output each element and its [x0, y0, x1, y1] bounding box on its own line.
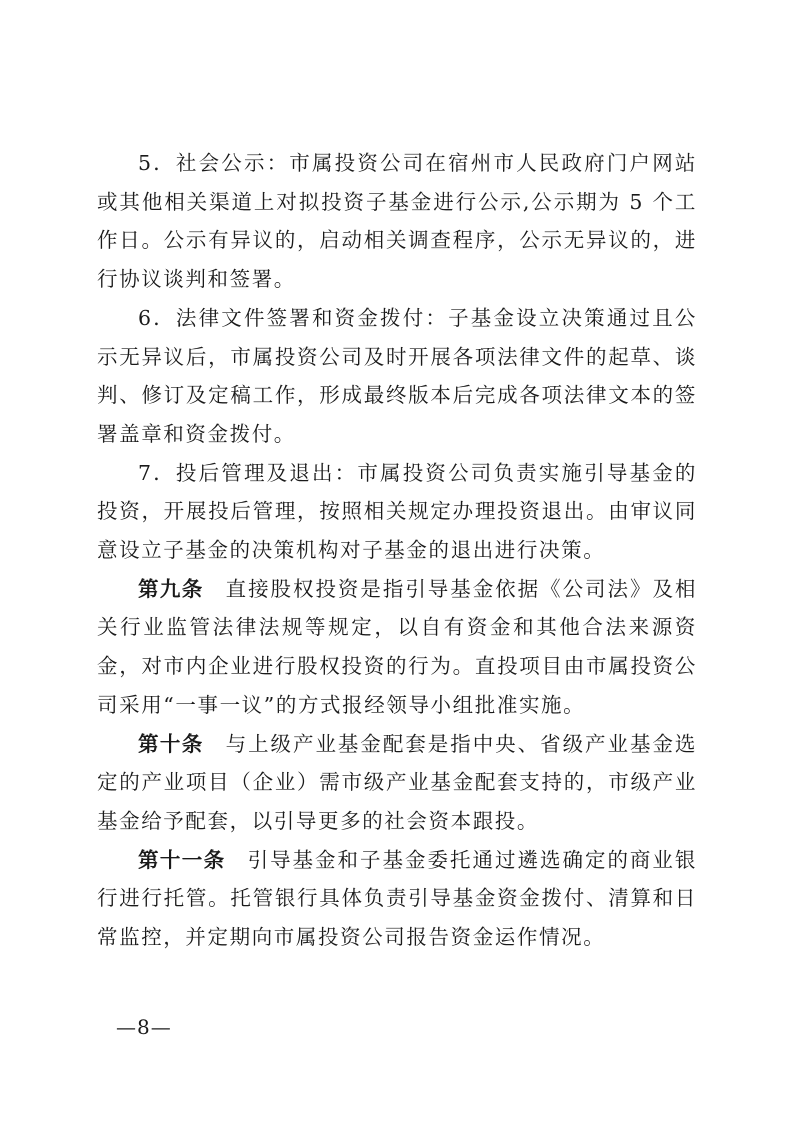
paragraph-legal-documents: [97, 299, 697, 454]
article-10-heading: 第十条: [138, 731, 204, 756]
article-11: [97, 841, 697, 957]
article-11-text: 引导基金和子基金委托通过遴选确定的商业银行进行托管。托管银行具体负责引导基金资金拨付、清算和日常监控，并定期向市属投资公司报告资金运作情况。: [97, 847, 698, 950]
article-10-text: 与上级产业基金配套是指中央、省级产业基金选定的产业项目（企业）需市级产业基金配套支持的，市级产业基金给予配套，以引导更多的社会资本跟投。: [97, 731, 698, 833]
page-number: —8—: [116, 1015, 172, 1039]
paragraph-text: 6．法律文件签署和资金拨付：子基金设立决策通过且公示无异议后，市属投资公司及时开展各项法律文件的起草、谈判、修订及定稿工作，形成最终版本后完成各项法律文本的签署盖章和资金拨付。: [97, 305, 697, 446]
article-10: [97, 725, 697, 841]
article-9-heading: 第九条: [138, 576, 204, 601]
article-9: [97, 570, 697, 725]
article-11-heading: 第十一条: [138, 847, 226, 872]
article-9-text: 直接股权投资是指引导基金依据《公司法》及相关行业监管法律法规等规定，以自有资金和其他合法来源资金，对市内企业进行股权投资的行为。直投项目由市属投资公司采用“一事一议”的方式报经领导小组批准实施。: [97, 576, 698, 717]
paragraph-post-investment: [97, 454, 697, 570]
document-body: [97, 144, 697, 957]
paragraph-text: 7．投后管理及退出：市属投资公司负责实施引导基金的投资，开展投后管理，按照相关规定办理投资退出。由审议同意设立子基金的决策机构对子基金的退出进行决策。: [97, 460, 697, 563]
paragraph-social-publicity: [97, 144, 697, 299]
paragraph-text: 5．社会公示：市属投资公司在宿州市人民政府门户网站或其他相关渠道上对拟投资子基金进行公示,公示期为 5 个工作日。公示有异议的，启动相关调查程序，公示无异议的，进行协议谈判和签署。: [97, 151, 697, 292]
